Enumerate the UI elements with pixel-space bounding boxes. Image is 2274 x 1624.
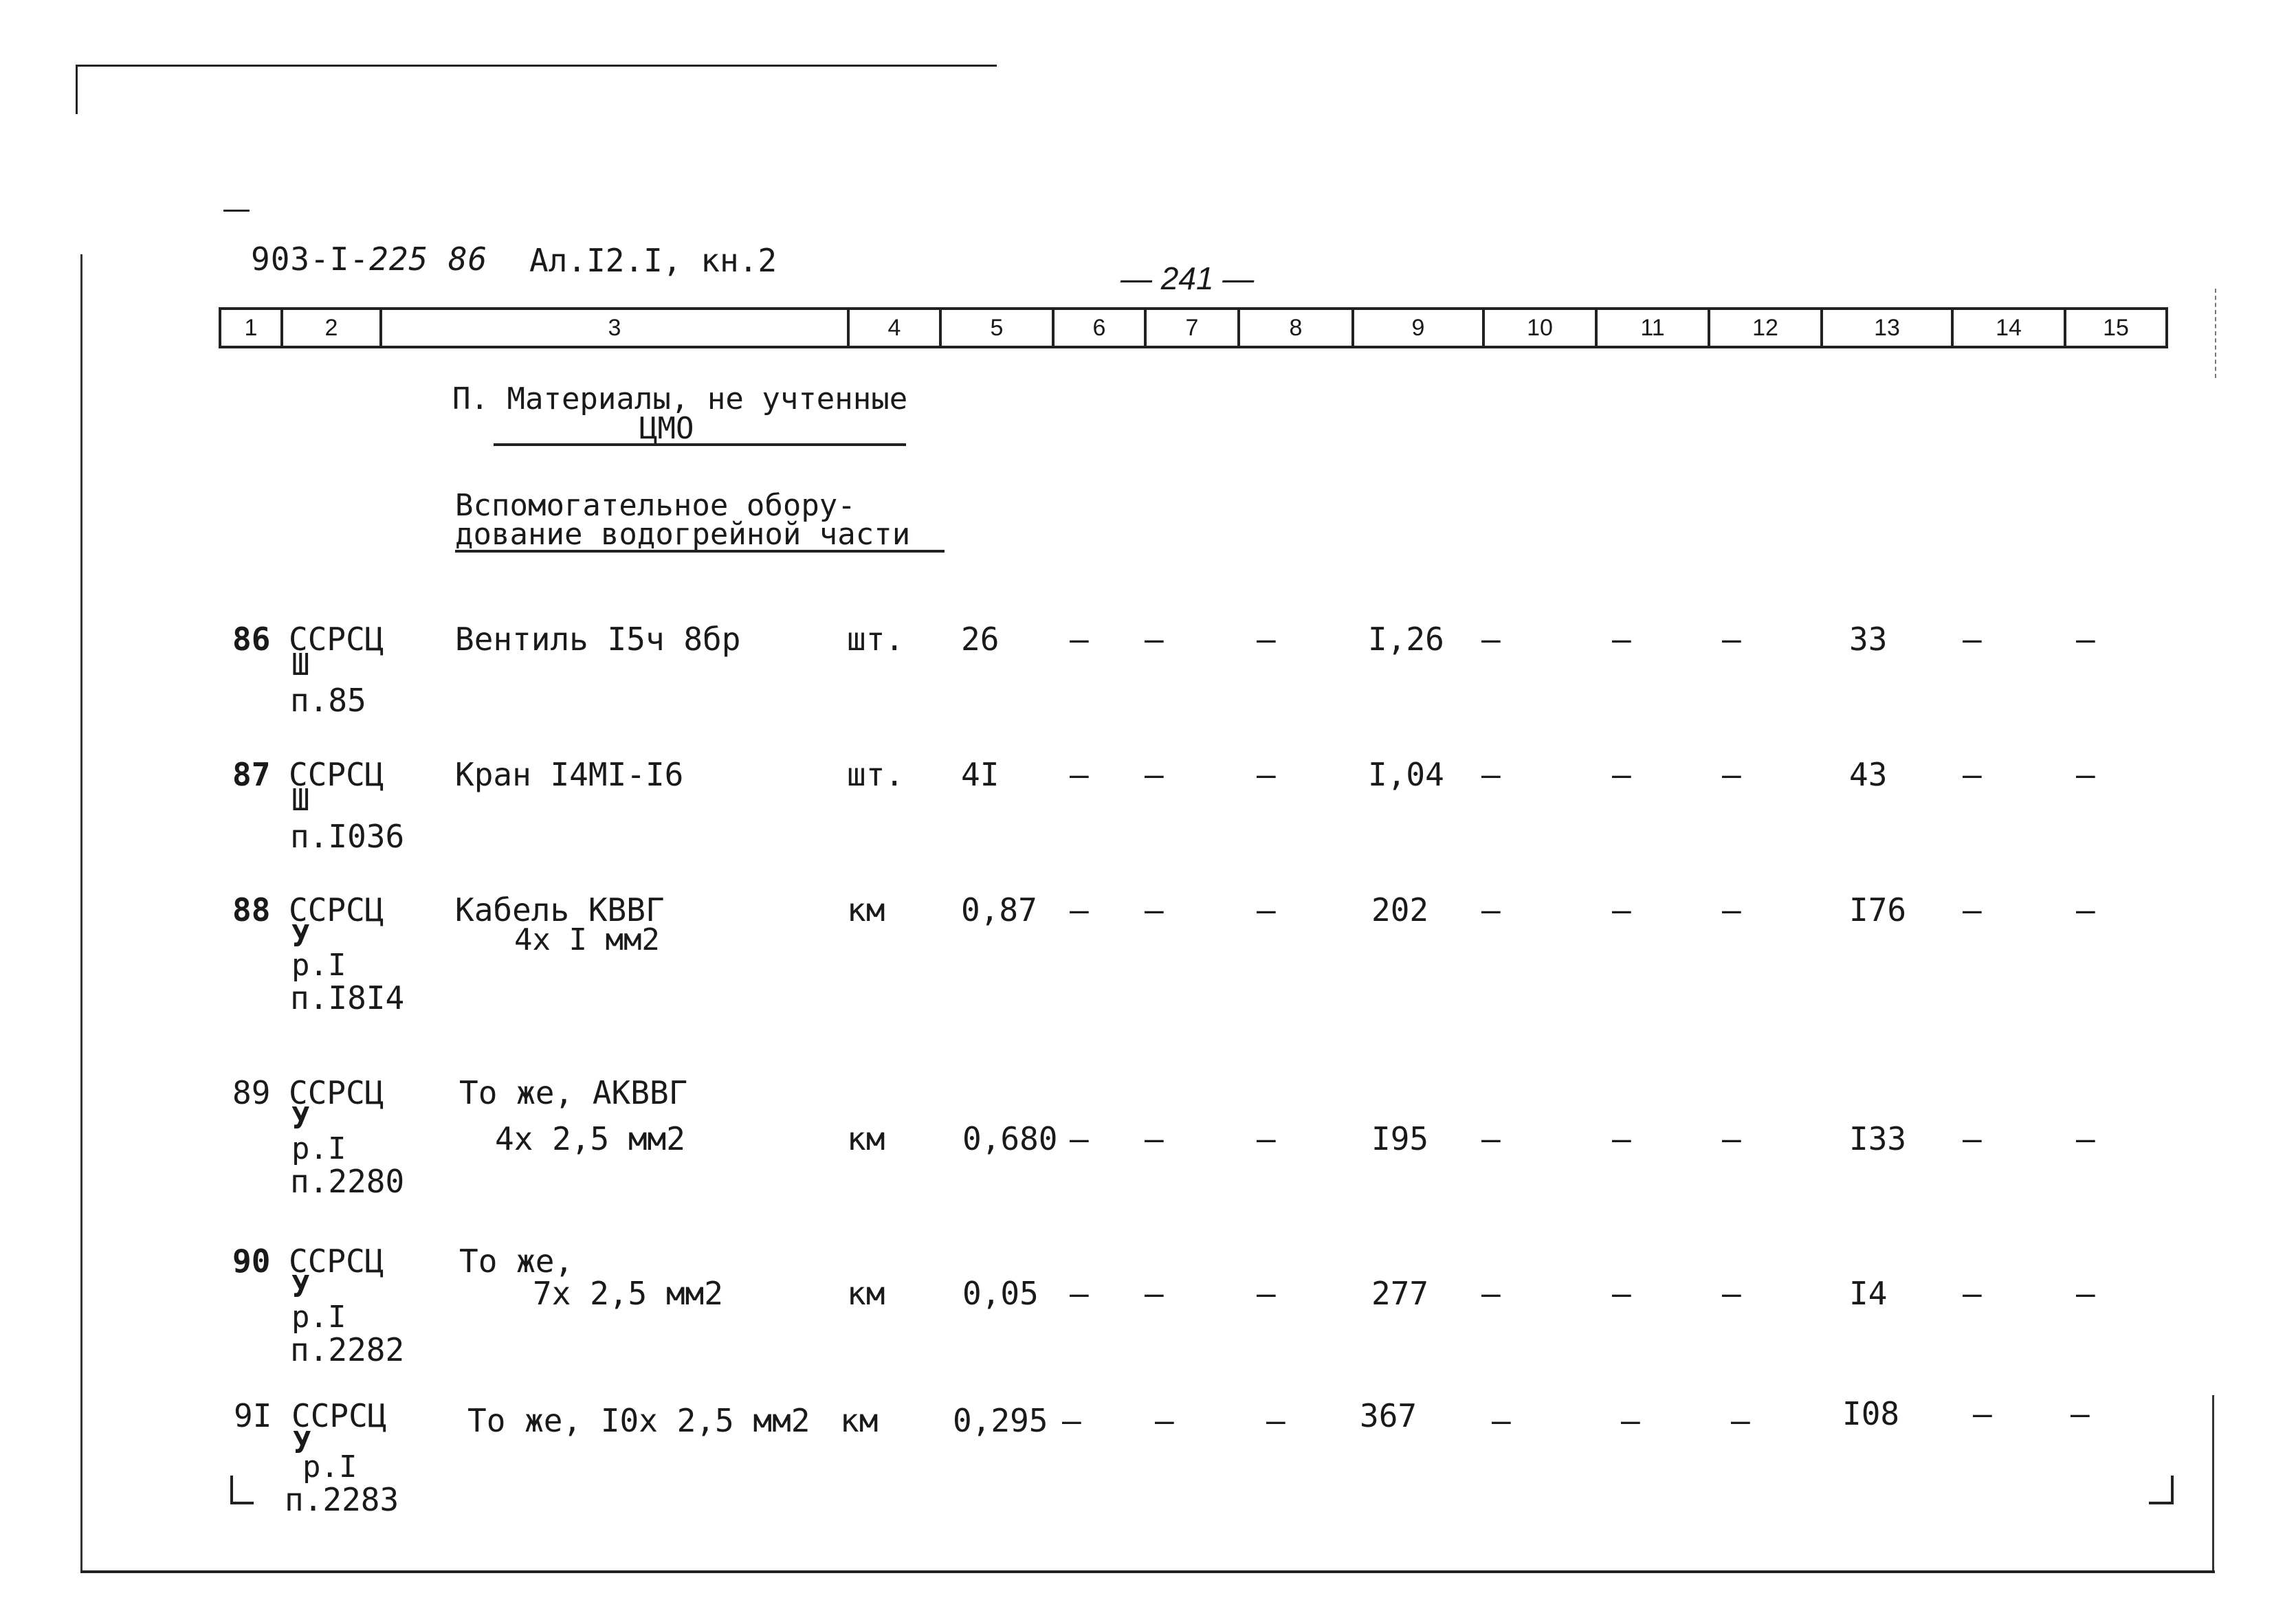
frame-right-line: [2212, 1395, 2214, 1570]
row-source-item: п.2283: [285, 1481, 399, 1518]
frame-left-line: [80, 254, 82, 1570]
row-col12: –: [1722, 756, 1741, 793]
row-unit: км: [840, 1402, 879, 1439]
row-col5: 0,680: [962, 1120, 1058, 1157]
row-col13: I76: [1849, 891, 1907, 928]
row-col13: I33: [1849, 1120, 1907, 1157]
frame-top-line: [76, 65, 997, 67]
section-title: П. Материалы, не учтенные: [452, 381, 908, 416]
row-col5: 26: [961, 621, 1000, 658]
row-number: 86: [232, 621, 271, 658]
row-col7: –: [1145, 1275, 1164, 1312]
row-col10: –: [1492, 1402, 1511, 1439]
row-col11: –: [1612, 756, 1631, 793]
row-col15: –: [2076, 1275, 2095, 1312]
row-col8: –: [1257, 1275, 1276, 1312]
row-col6: –: [1070, 1120, 1089, 1157]
row-source-item: п.2280: [290, 1163, 405, 1200]
row-col12: –: [1722, 1120, 1741, 1157]
row-name: Кран I4МI-I6: [455, 756, 684, 793]
row-col11: –: [1621, 1402, 1640, 1439]
row-col5: 0,05: [962, 1275, 1039, 1312]
row-source-section: р.I: [291, 1131, 346, 1166]
frame-bottom-line: [80, 1570, 2215, 1573]
column-header-3: 3: [608, 314, 621, 341]
row-col11: –: [1612, 621, 1631, 658]
row-source-part: Ш: [291, 783, 310, 818]
row-col6: –: [1062, 1402, 1081, 1439]
column-header-14: 14: [1996, 314, 2022, 341]
row-col14: –: [1963, 1275, 1982, 1312]
row-col15: –: [2076, 756, 2095, 793]
row-col10: –: [1481, 756, 1501, 793]
row-col13: I08: [1842, 1395, 1900, 1432]
row-col8: –: [1257, 621, 1276, 658]
row-name: Вентиль I5ч 8бр: [455, 621, 741, 658]
frame-right-dashed-line: [2215, 289, 2216, 378]
row-col7: –: [1155, 1402, 1174, 1439]
row-col10: –: [1481, 1120, 1501, 1157]
row-source-item: п.85: [290, 682, 366, 719]
row-col10: –: [1481, 621, 1501, 658]
column-header-11: 11: [1640, 314, 1665, 341]
row-source-section: р.I: [291, 1300, 346, 1335]
row-col7: –: [1145, 621, 1164, 658]
row-col12: –: [1722, 1275, 1741, 1312]
row-source: ССРСЦ: [291, 1397, 387, 1434]
row-col5: 4I: [961, 756, 1000, 793]
row-number: 87: [232, 756, 271, 793]
row-source: ССРСЦ: [289, 756, 384, 793]
row-col15: –: [2076, 891, 2095, 928]
row-name-spec: 4х I мм2: [514, 922, 660, 957]
frame-left-stub: [76, 65, 78, 114]
row-col8: –: [1266, 1402, 1285, 1439]
row-name: То же,: [459, 1243, 574, 1280]
corner-mark-bottom-left-h: [230, 1502, 254, 1504]
row-source-part: У: [291, 919, 310, 954]
column-header-2: 2: [324, 314, 338, 341]
row-col14: –: [1963, 621, 1982, 658]
row-name-spec: 4х 2,5 мм2: [495, 1120, 685, 1157]
column-number-header: [219, 307, 2168, 348]
column-header-15: 15: [2103, 314, 2129, 341]
row-unit: шт.: [847, 621, 905, 658]
row-source-section: р.I: [291, 948, 346, 983]
row-col12: –: [1722, 891, 1741, 928]
column-header-4: 4: [887, 314, 901, 341]
document-code-prefix: 903-I-: [251, 241, 370, 278]
section-subtitle-underline: [455, 550, 945, 553]
row-col14: –: [1963, 891, 1982, 928]
row-col5: 0,87: [961, 891, 1037, 928]
row-col15: –: [2076, 1120, 2095, 1157]
column-header-9: 9: [1411, 314, 1425, 341]
column-header-10: 10: [1527, 314, 1553, 341]
row-col13: 43: [1849, 756, 1888, 793]
row-col13: I4: [1849, 1275, 1888, 1312]
row-source: ССРСЦ: [289, 1074, 384, 1111]
row-source-part: У: [293, 1425, 311, 1460]
row-col9: I95: [1371, 1120, 1429, 1157]
row-col14: –: [1963, 756, 1982, 793]
row-col15: –: [2071, 1395, 2090, 1432]
row-col14: –: [1973, 1395, 1992, 1432]
document-code-handwritten: 225 86: [369, 241, 488, 278]
row-col5: 0,295: [953, 1402, 1048, 1439]
row-number: 90: [232, 1243, 271, 1280]
row-col15: –: [2076, 621, 2095, 658]
row-source-part: Ш: [291, 647, 310, 682]
row-source-item: п.I036: [290, 818, 405, 855]
column-header-6: 6: [1092, 314, 1106, 341]
row-col6: –: [1070, 891, 1089, 928]
row-name-spec: 7х 2,5 мм2: [533, 1275, 723, 1312]
row-col7: –: [1145, 891, 1164, 928]
row-col13: 33: [1849, 621, 1888, 658]
section-subtitle-line2: дование водогрейной части: [455, 517, 911, 552]
row-number: 9I: [234, 1397, 272, 1434]
column-header-5: 5: [990, 314, 1004, 341]
row-col10: –: [1481, 1275, 1501, 1312]
row-col11: –: [1612, 1120, 1631, 1157]
row-source: ССРСЦ: [289, 891, 384, 928]
row-col9: 367: [1360, 1397, 1417, 1434]
row-name: То же, АКВВГ: [459, 1074, 688, 1111]
row-col8: –: [1257, 1120, 1276, 1157]
column-header-7: 7: [1185, 314, 1199, 341]
column-header-8: 8: [1289, 314, 1303, 341]
row-col10: –: [1481, 891, 1501, 928]
row-col6: –: [1070, 1275, 1089, 1312]
row-source-item: п.I8I4: [290, 979, 405, 1016]
album-reference: Ал.I2.I, кн.2: [529, 242, 777, 279]
row-source: ССРСЦ: [289, 621, 384, 658]
section-subtitle: Вспомогательное обору-: [455, 488, 856, 523]
row-col12: –: [1722, 621, 1741, 658]
row-col7: –: [1145, 1120, 1164, 1157]
section-title-line2: ЦМО: [639, 411, 694, 446]
row-col7: –: [1145, 756, 1164, 793]
row-source-part: У: [291, 1101, 310, 1136]
row-number: 89: [232, 1074, 271, 1111]
row-name: Кабель КВВГ: [455, 891, 665, 928]
row-unit: км: [847, 891, 885, 928]
corner-mark-bottom-right-h: [2149, 1502, 2174, 1504]
dash-mark: [223, 210, 250, 212]
row-col9: 202: [1371, 891, 1429, 928]
page-number: — 241 —: [1121, 260, 1255, 296]
row-col8: –: [1257, 756, 1276, 793]
column-header-12: 12: [1752, 314, 1778, 341]
corner-mark-bottom-right: [2171, 1476, 2174, 1504]
row-col6: –: [1070, 621, 1089, 658]
row-source: ССРСЦ: [289, 1243, 384, 1280]
row-unit: км: [847, 1120, 885, 1157]
row-source-part: У: [291, 1269, 310, 1304]
row-col9: I,04: [1368, 756, 1444, 793]
corner-mark-bottom-left: [230, 1476, 233, 1504]
row-source-item: п.2282: [290, 1331, 405, 1368]
row-name: То же, I0х 2,5 мм2: [467, 1402, 810, 1439]
row-unit: шт.: [847, 756, 905, 793]
column-header-13: 13: [1874, 314, 1900, 341]
document-code: [251, 241, 487, 278]
row-col11: –: [1612, 1275, 1631, 1312]
row-col9: I,26: [1368, 621, 1444, 658]
section-title-underline: [494, 443, 906, 446]
row-source-section: р.I: [302, 1449, 357, 1484]
row-col12: –: [1731, 1402, 1750, 1439]
row-number: 88: [232, 891, 271, 928]
row-col14: –: [1963, 1120, 1982, 1157]
column-header-1: 1: [244, 314, 258, 341]
row-col6: –: [1070, 756, 1089, 793]
row-col11: –: [1612, 891, 1631, 928]
row-unit: км: [847, 1275, 885, 1312]
row-col9: 277: [1371, 1275, 1429, 1312]
row-col8: –: [1257, 891, 1276, 928]
